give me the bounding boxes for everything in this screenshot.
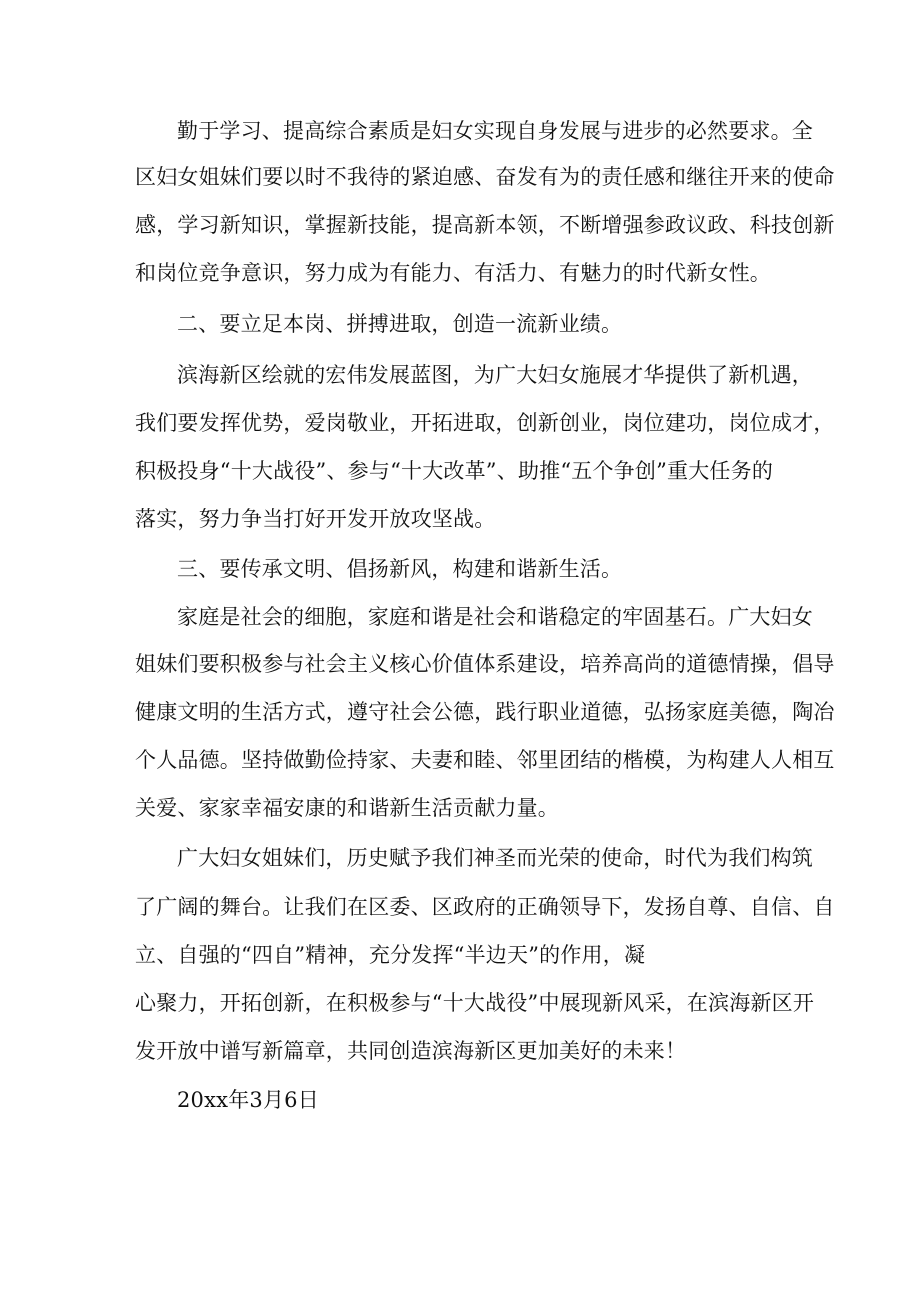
paragraph-line: 滨海新区绘就的宏伟发展蓝图，为广大妇女施展才华提供了新机遇， xyxy=(177,363,813,387)
paragraph-line: 立、自强的“四自”精神，充分发挥“半边天”的作用，凝 xyxy=(135,943,646,967)
paragraph-line: 感，学习新知识，掌握新技能，提高新本领，不断增强参政议政、科技创新 xyxy=(135,213,835,237)
paragraph-line: 家庭是社会的细胞，家庭和谐是社会和谐稳定的牢固基石。广大妇女 xyxy=(177,605,813,629)
paragraph-line: 关爱、家家幸福安康的和谐新生活贡献力量。 xyxy=(135,796,559,820)
paragraph-line: 发开放中谱写新篇章，共同创造滨海新区更加美好的未来！ xyxy=(135,1039,687,1063)
document-date: 20xx年3月6日 xyxy=(177,1088,319,1112)
section-heading: 二、要立足本岗、拼搏进取，创造一流新业绩。 xyxy=(177,312,623,336)
paragraph-line: 我们要发挥优势，爱岗敬业，开拓进取，创新创业，岗位建功，岗位成才， xyxy=(135,411,835,435)
paragraph-line: 和岗位竞争意识，努力成为有能力、有活力、有魅力的时代新女性。 xyxy=(135,261,771,285)
paragraph-line: 积极投身“十大战役”、参与“十大改革”、助推“五个争创”重大任务的 xyxy=(135,459,774,483)
paragraph-line: 勤于学习、提高综合素质是妇女实现自身发展与进步的必然要求。全 xyxy=(177,119,813,143)
paragraph-line: 心聚力，开拓创新，在积极参与“十大战役”中展现新风采，在滨海新区开 xyxy=(135,991,815,1015)
paragraph-line: 广大妇女姐妹们，历史赋予我们神圣而光荣的使命，时代为我们构筑 xyxy=(177,846,813,870)
paragraph-line: 了广阔的舞台。让我们在区委、区政府的正确领导下，发扬自尊、自信、自 xyxy=(135,895,835,919)
section-heading: 三、要传承文明、倡扬新风，构建和谐新生活。 xyxy=(177,557,623,581)
paragraph-line: 区妇女姐妹们要以时不我待的紧迫感、奋发有为的责任感和继往开来的使命 xyxy=(135,165,835,189)
paragraph-line: 健康文明的生活方式，遵守社会公德，践行职业道德，弘扬家庭美德，陶冶 xyxy=(135,700,835,724)
paragraph-line: 个人品德。坚持做勤俭持家、夫妻和睦、邻里团结的楷模，为构建人人相互 xyxy=(135,748,835,772)
paragraph-line: 姐妹们要积极参与社会主义核心价值体系建设，培养高尚的道德情操，倡导 xyxy=(135,652,835,676)
paragraph-line: 落实，努力争当打好开发开放攻坚战。 xyxy=(135,507,496,531)
